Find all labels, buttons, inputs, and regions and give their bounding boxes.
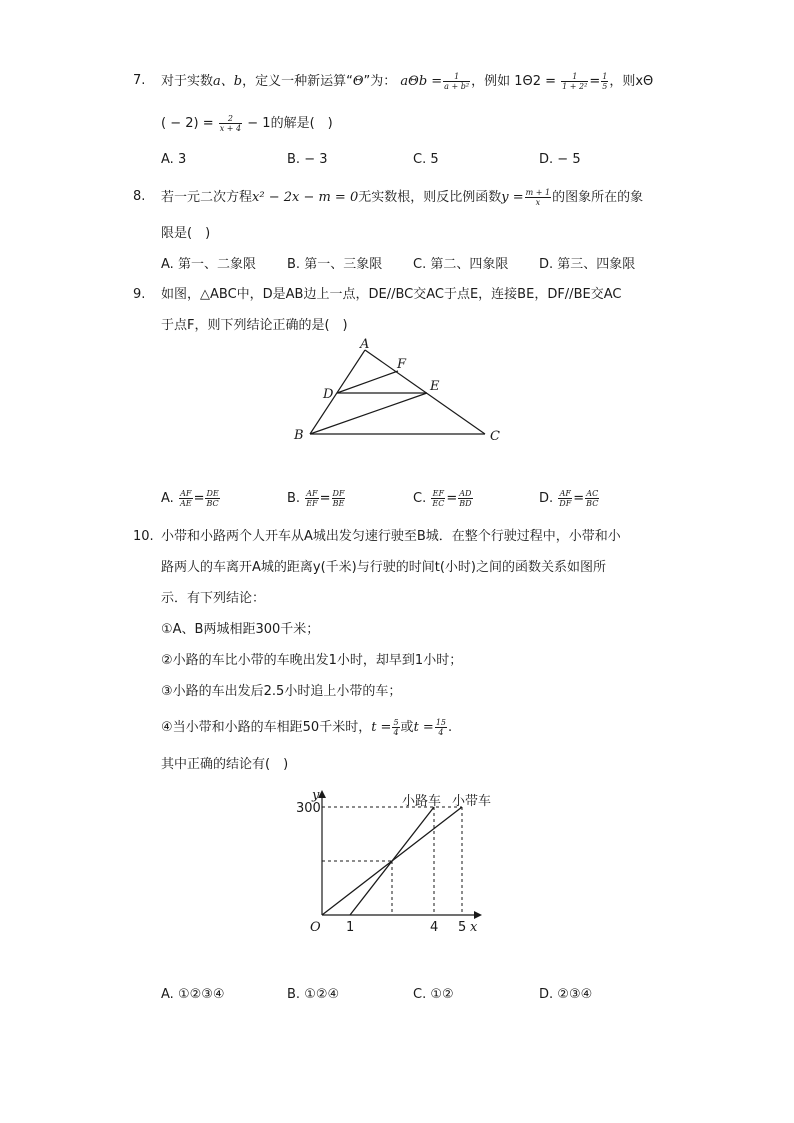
q9-line2: 于点F，则下列结论正确的是( ) [161,318,348,333]
x-tick-4: 4 [430,920,439,935]
x-tick-1: 1 [346,920,355,935]
q10-option-c[interactable]: C. ①② [413,987,454,1002]
q10-line1: 小带和小路两个人开车从A城出发匀速行驶至B城．在整个行驶过程中，小带和小 [161,529,621,544]
y-axis-label: y [312,788,320,803]
q9-line1: 如图，△ABC中，D是AB边上一点，DE//BC交AC于点E，连接BE，DF//BE交AC [161,287,622,302]
x-axis-label: x [470,920,478,935]
q10-conclusion-3: ③小路的车出发后2.5小时追上小带的车； [161,684,402,699]
q7-line2 [161,114,333,133]
q8-number: 8. [133,189,146,204]
q7-eq: = [589,74,601,89]
q7-line1 [161,72,653,91]
q8-option-a[interactable]: A. 第一、二象限 [161,257,256,272]
q7-option-a[interactable]: A. 3 [161,152,187,167]
q10-conclusion-4: ④当小带和小路的车相距50千米时，t = $\frac{5}{4}$ 或t = $\frac{15}{4}$ . [161,718,453,737]
q7-result-fraction: $\frac{1}{5}$ [602,72,608,91]
q10-number: 10. [133,529,154,544]
label-a: A [360,338,370,352]
q7-theta: Θ [352,74,364,89]
q8-equation: x² − 2x − m = 0 [252,190,359,205]
segment-ac [365,350,485,434]
q8-text: 若一元二次方程 [161,190,253,205]
q7-tail: ，则xΘ [609,74,654,89]
q10-option-a[interactable]: A. ①②③④ [161,987,225,1002]
segment-df [337,371,398,393]
q10-conclusion-2: ②小路的车比小带的车晚出发1小时，却早到1小时； [161,653,463,668]
x-tick-5: 5 [458,920,467,935]
label-e: E [430,379,440,394]
origin-label: O [310,920,321,935]
q9-option-b[interactable]: B. $\frac{AF}{EF}$ = $\frac{DF}{BE}$ [287,489,345,508]
series-label-0: 小路车 [402,794,442,809]
q7-line2-tail: − 1的解是( ) [247,116,333,131]
q9-triangle-figure [285,338,515,450]
q10-conclusion-1: ①A、B两城相距300千米； [161,622,320,637]
q10-option-b[interactable]: B. ①②④ [287,987,340,1002]
q7-line2-lhs: ( − 2) = [161,116,214,131]
q7-example-label: ，例如 1Θ2 = [471,74,556,89]
q8-func-fraction: $\frac{m + 1}{x}$ [525,188,551,207]
label-f: F [397,357,407,372]
q8-option-d[interactable]: D. 第三、四象限 [539,257,636,272]
q10-question: 其中正确的结论有( ) [161,757,289,772]
q10-line3: 示．有下列结论： [161,591,266,606]
q8-func-lhs: y = [501,190,524,205]
label-c: C [490,429,500,444]
y-tick-300: 300 [296,801,321,816]
q7-option-d[interactable]: D. − 5 [539,152,581,167]
q8-text: 的图象所在的象 [552,190,644,205]
q7-number: 7. [133,73,146,88]
q7-vars: a、b [213,74,243,89]
q7-text: ，定义一种新运算“ [242,74,353,89]
q9-option-d[interactable]: D. $\frac{AF}{DF}$ = $\frac{AC}{BC}$ [539,489,599,508]
segment-ab [310,350,365,434]
q9-option-c[interactable]: C. $\frac{EF}{EC}$ = $\frac{AD}{BD}$ [413,489,472,508]
q7-line2-fraction: $\frac{2}{x + 4}$ [219,114,242,133]
q7-example-fraction: $\frac{1}{\text{1 + 2²}}$ [562,72,588,91]
q7-text: ”为： [363,74,397,89]
label-b: B [294,428,304,443]
q7-option-c[interactable]: C. 5 [413,152,439,167]
q8-line1 [161,188,643,207]
label-d: D [323,387,334,402]
x-axis-arrow [474,911,482,919]
q9-number: 9. [133,287,146,302]
q8-option-c[interactable]: C. 第二、四象限 [413,257,509,272]
q8-option-b[interactable]: B. 第一、三象限 [287,257,383,272]
q7-def-lhs: aΘb = [400,74,443,89]
q7-text: 对于实数 [161,74,214,89]
q9-option-a[interactable]: A. $\frac{AF}{AE}$ = $\frac{DE}{BC}$ [161,489,219,508]
q10-distance-time-chart [290,785,500,940]
q7-option-b[interactable]: B. − 3 [287,152,328,167]
q7-def-fraction: $\frac{1}{\text{a + b²}}$ [444,72,470,91]
series-label-1: 小带车 [452,794,492,809]
q10-line2: 路两人的车离开A城的距离y(千米)与行驶的时间t(小时)之间的函数关系如图所 [161,560,606,575]
q8-line2: 限是( ) [161,226,211,241]
q8-text: 无实数根，则反比例函数 [358,190,502,205]
q10-option-d[interactable]: D. ②③④ [539,987,593,1002]
